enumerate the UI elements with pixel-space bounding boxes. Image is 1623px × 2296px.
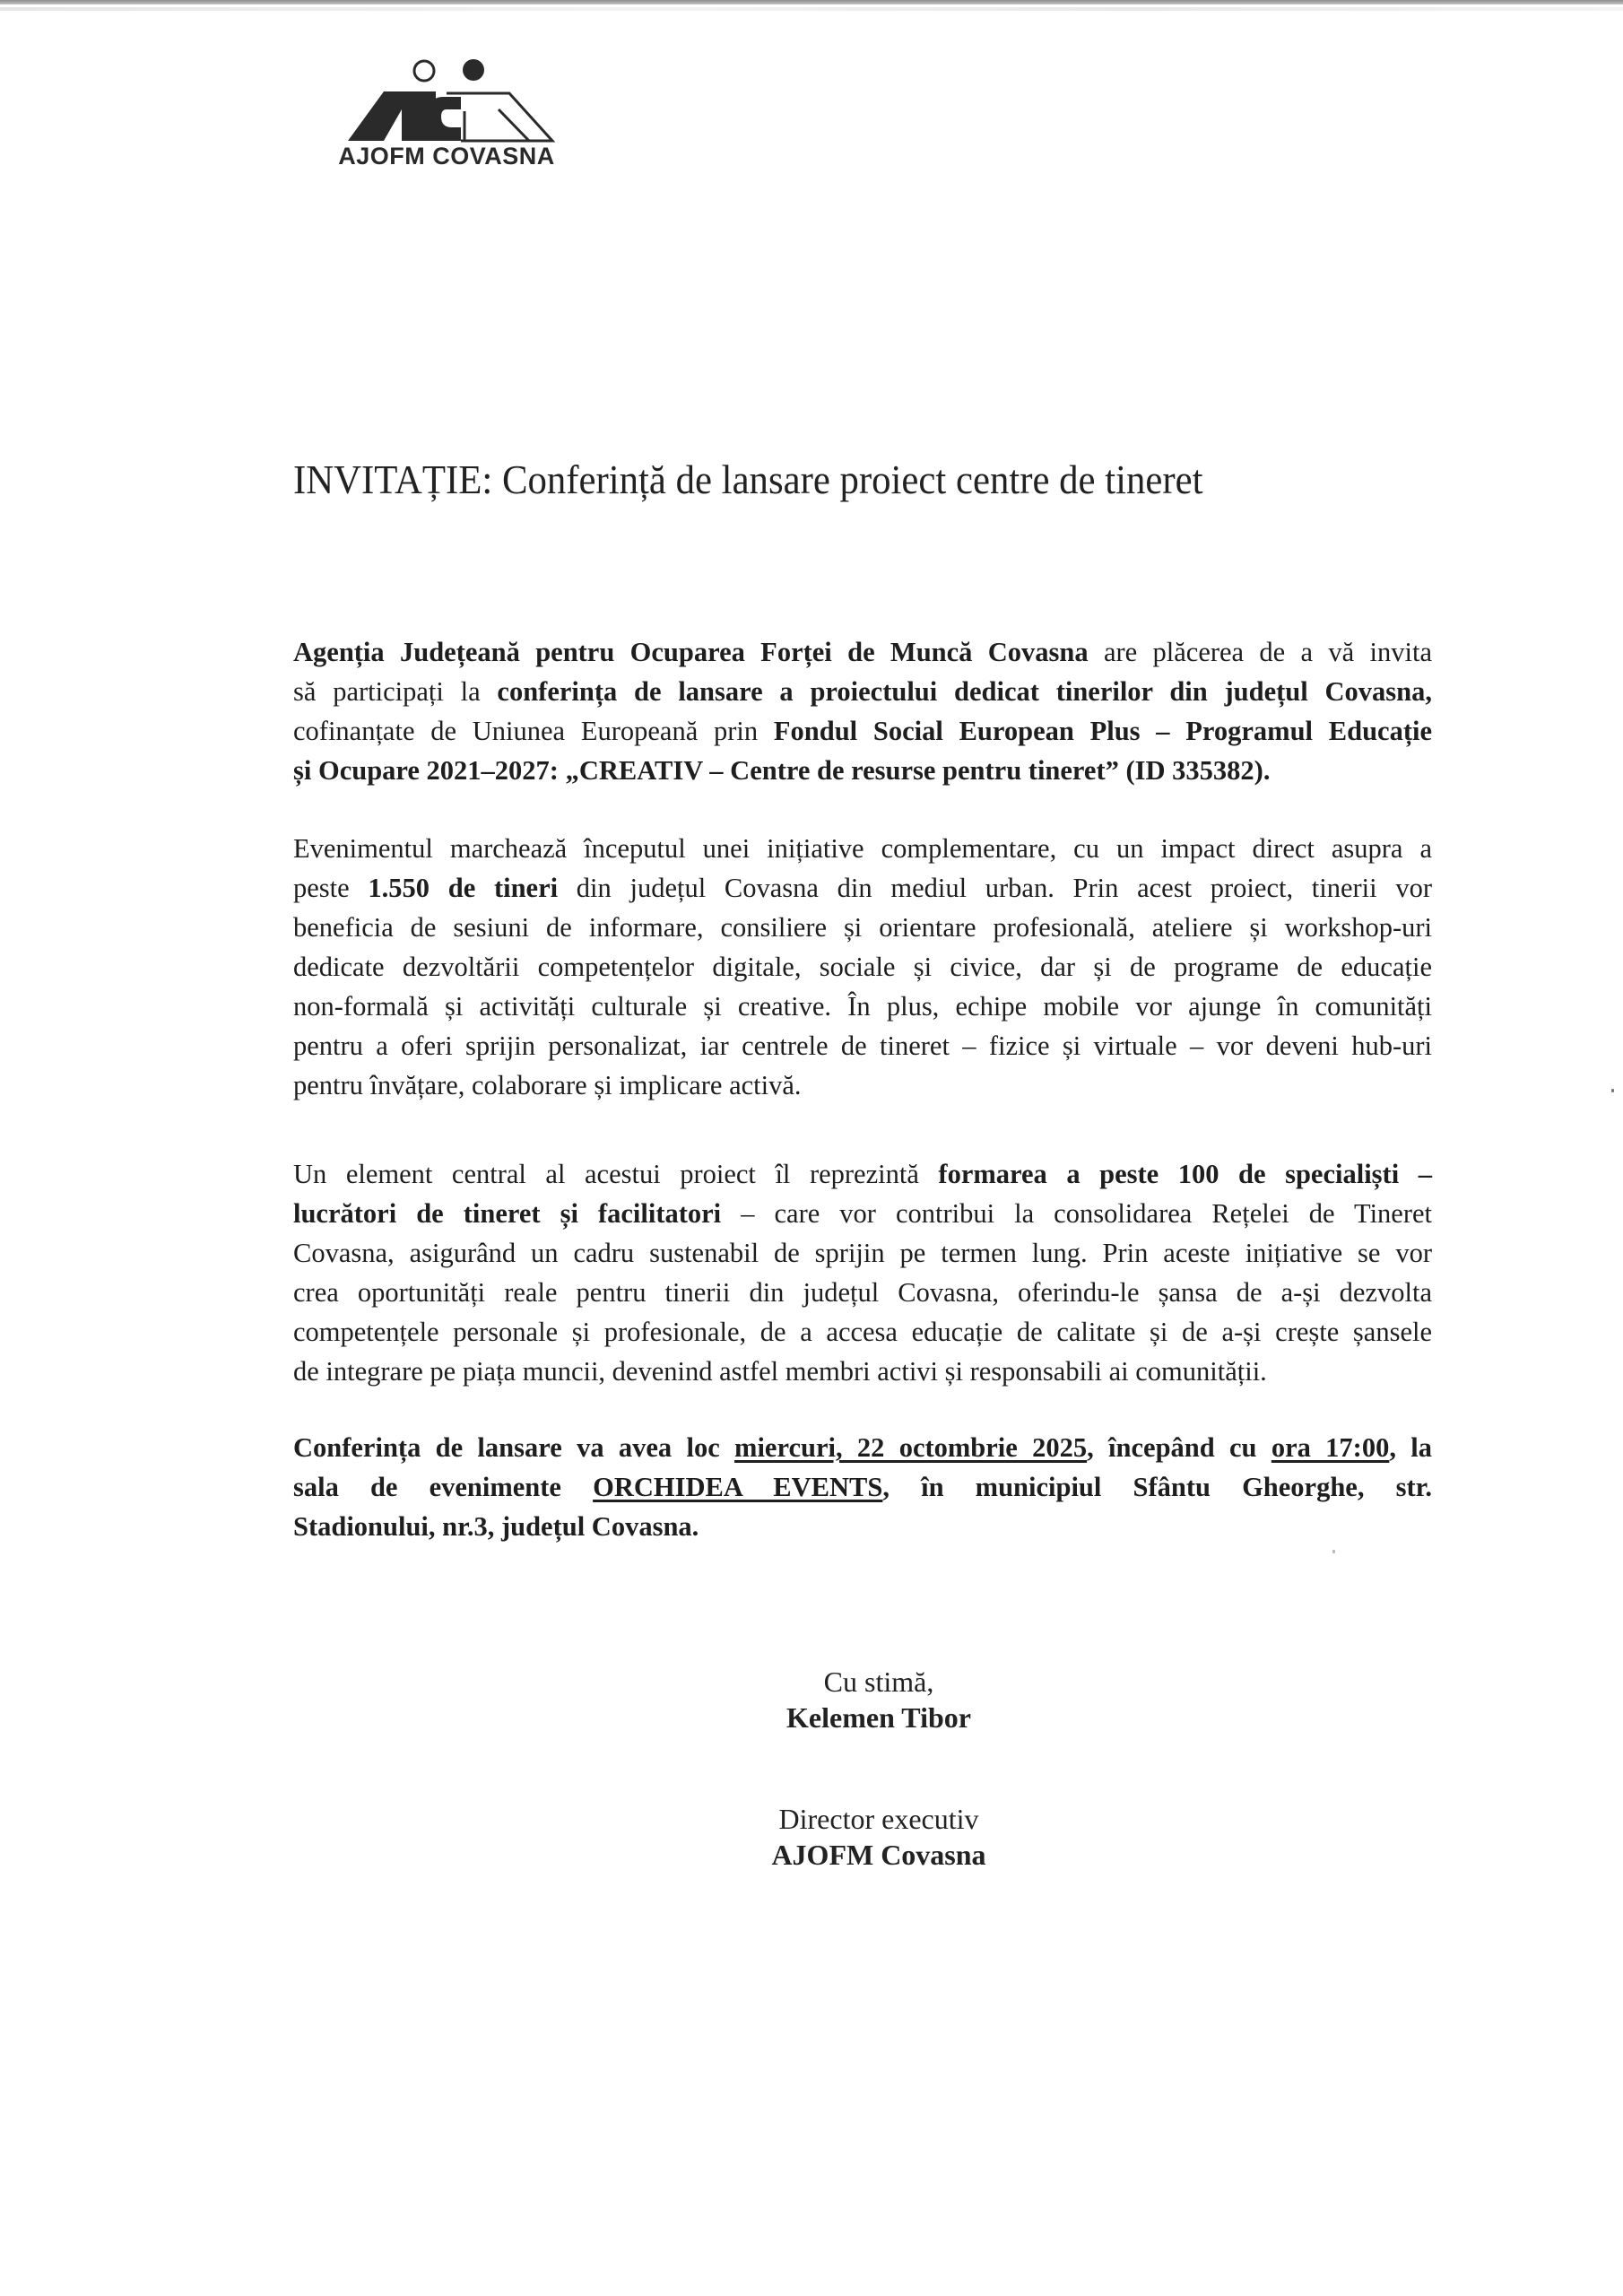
underlined-text: ORCHIDEA EVENTS xyxy=(593,1472,883,1502)
logo-text: AJOFM COVASNA xyxy=(338,143,555,170)
closing-salutation: Cu stimă, xyxy=(823,1665,934,1698)
paragraph-event-impact xyxy=(293,829,1432,1105)
text-line xyxy=(293,1352,1432,1391)
text-line xyxy=(293,1065,1432,1105)
text-line xyxy=(293,672,1432,711)
bold-text: 1.550 de tineri xyxy=(368,873,559,903)
text-run: dedicate dezvoltării competențelor digitale, sociale și civice, dar și de programe de educație xyxy=(293,952,1432,982)
closing-block xyxy=(753,1664,1004,1735)
scan-edge-artifact xyxy=(0,0,1623,4)
text-line xyxy=(293,632,1432,672)
text-run: crea oportunități reale pentru tinerii din județul Covasna, oferindu-le șansa de a-și dezvolta xyxy=(293,1277,1432,1308)
text-line xyxy=(293,829,1432,868)
text-run: , în municipiul Sfântu Gheorghe, str. xyxy=(882,1472,1432,1502)
text-line xyxy=(293,1467,1432,1507)
text-line xyxy=(293,711,1432,751)
signatory-organization: AJOFM Covasna xyxy=(771,1839,986,1871)
text-run: , la xyxy=(1389,1432,1432,1463)
text-run: non-formală și activități culturale și creative. În plus, echipe mobile vor ajunge în comunități xyxy=(293,991,1432,1022)
document-title: INVITAȚIE: Conferință de lansare proiect centre de tineret xyxy=(293,457,1203,502)
bold-text: formarea a peste 100 de specialiști – xyxy=(938,1159,1432,1189)
text-run: de integrare pe piața muncii, devenind astfel membri activi și responsabili ai comunității. xyxy=(293,1356,1267,1387)
text-run: – care vor contribui la consolidarea Rețelei de Tineret xyxy=(721,1198,1433,1229)
text-run: sala de evenimente xyxy=(293,1472,594,1502)
text-run: , începând cu xyxy=(1087,1432,1271,1463)
text-run: Un element central al acestui proiect îl reprezintă xyxy=(293,1159,939,1189)
text-run: competențele personale și profesionale, de a accesa educație de calitate și de a-și crește șansele xyxy=(293,1317,1432,1347)
signatory-title-block xyxy=(753,1801,1004,1873)
text-line xyxy=(293,868,1432,908)
organization-logo xyxy=(330,56,563,170)
bold-text: Agenția Județeană pentru Ocuparea Forței de Muncă Covasna xyxy=(293,637,1089,667)
text-run: pentru a oferi sprijin personalizat, iar centrele de tineret – fizice și virtuale – vor deveni hub-uri xyxy=(293,1031,1432,1061)
text-line xyxy=(293,987,1432,1026)
bold-text: conferința de lansare a proiectului dedicat tinerilor din județul Covasna, xyxy=(497,676,1432,707)
text-line xyxy=(293,1428,1432,1467)
text-run: să participați la xyxy=(293,676,498,707)
text-line xyxy=(293,1312,1432,1352)
text-run: Stadionului, nr.3, județul Covasna. xyxy=(293,1511,699,1542)
text-line xyxy=(293,1194,1432,1233)
scan-speck xyxy=(1332,1550,1335,1553)
underlined-text: miercuri, 22 octombrie 2025 xyxy=(734,1432,1088,1463)
underlined-text: ora 17:00 xyxy=(1271,1432,1390,1463)
signatory-role: Director executiv xyxy=(778,1803,979,1835)
text-line xyxy=(293,751,1432,790)
text-run: peste xyxy=(293,873,369,903)
text-line xyxy=(293,1273,1432,1312)
text-run: pentru învățare, colaborare și implicare activă. xyxy=(293,1070,802,1100)
signatory-name: Kelemen Tibor xyxy=(786,1701,971,1734)
text-line xyxy=(293,1233,1432,1273)
paragraph-specialists-training xyxy=(293,1154,1432,1391)
text-line xyxy=(293,947,1432,987)
text-run: are plăcerea de a vă invita xyxy=(1088,637,1432,667)
two-people-logo-icon xyxy=(330,56,563,145)
bold-text: lucrători de tineret și facilitatori xyxy=(293,1198,722,1229)
bold-text: Fondul Social European Plus – Programul Educație xyxy=(773,716,1433,746)
text-line xyxy=(293,908,1432,947)
text-run: Evenimentul marchează începutul unei inițiative complementare, cu un impact direct asupra a xyxy=(293,833,1432,864)
text-line xyxy=(293,1507,1432,1546)
text-run: beneficia de sesiuni de informare, consiliere și orientare profesională, ateliere și workshop-uri xyxy=(293,912,1432,943)
scan-edge-shadow xyxy=(0,7,1623,11)
bold-text: și Ocupare 2021–2027: „CREATIV – Centre de resurse pentru tineret” (ID 335382). xyxy=(293,755,1271,786)
text-run: din județul Covasna din mediul urban. Prin acest proiect, tinerii vor xyxy=(558,873,1432,903)
scan-speck xyxy=(1611,1089,1614,1092)
paragraph-introduction xyxy=(293,632,1432,790)
text-run: cofinanțate de Uniunea Europeană prin xyxy=(293,716,774,746)
text-run: Covasna, asigurând un cadru sustenabil de sprijin pe termen lung. Prin aceste inițiative se vor xyxy=(293,1238,1432,1268)
paragraph-event-details xyxy=(293,1428,1432,1546)
text-line xyxy=(293,1026,1432,1065)
text-run: Conferința de lansare va avea loc xyxy=(293,1432,735,1463)
text-line xyxy=(293,1154,1432,1194)
